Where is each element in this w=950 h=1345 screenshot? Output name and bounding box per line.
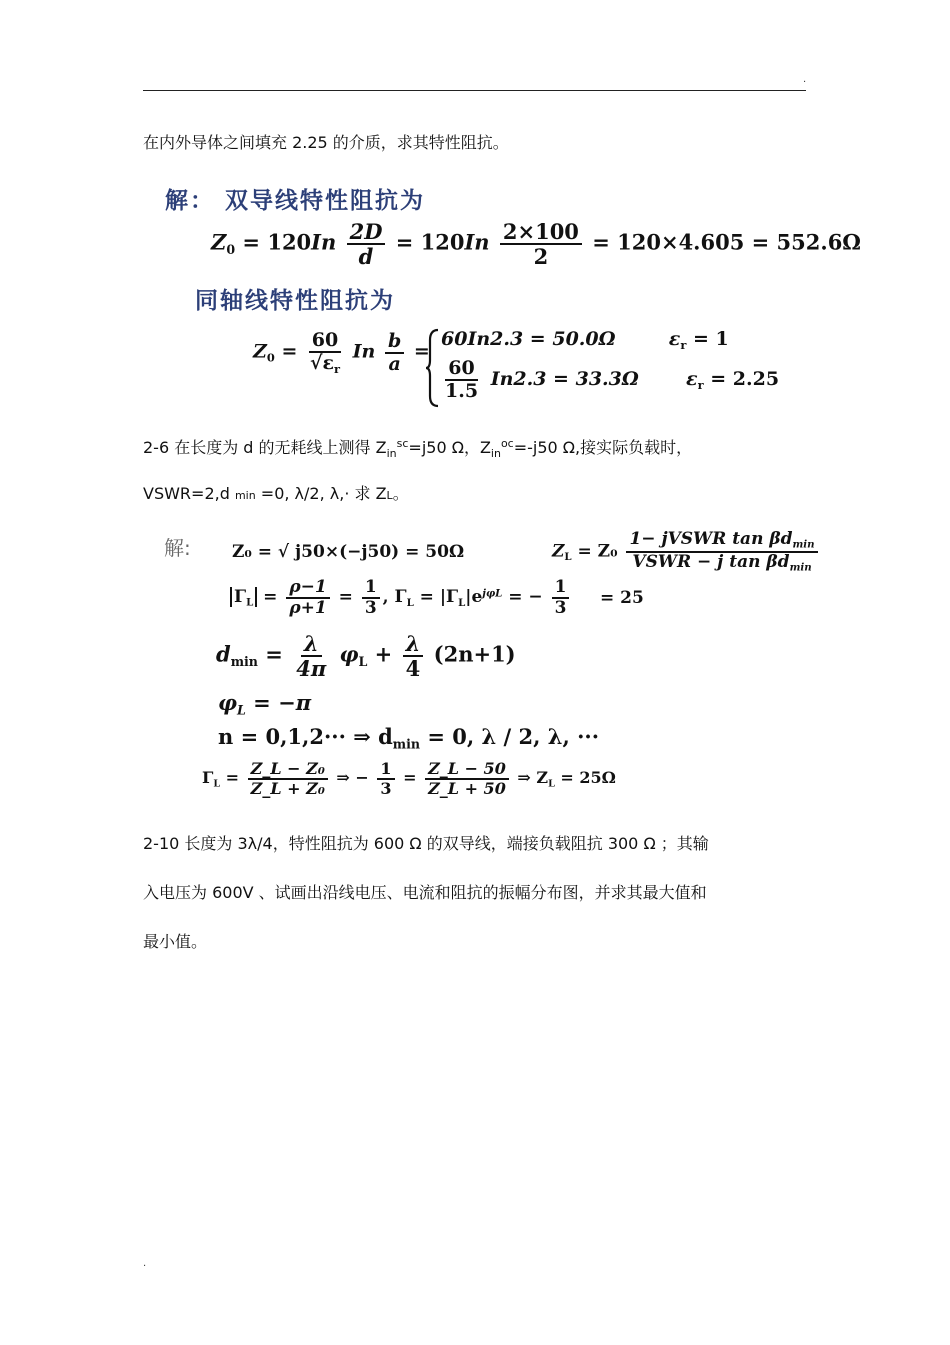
paragraph-coax-dielectric: 在内外导体之间填充 2.25 的介质，求其特性阻抗。 [143,133,509,152]
paragraph-problem-2-6-cont: VSWR=2,d min =0, λ/2, λ,· 求 ZL。 [143,484,409,503]
solution-heading-coax: 同轴线特性阻抗为 [195,288,395,314]
header-dot: . [803,74,807,85]
equation-reflection-magnitude: $\Gamma_L$ = $\frac{\rho-1}{\rho+1}$ = $\frac{1}{3}$ , $\Gamma_L = |\Gamma_L|e^{j\varphi L}$ = − $\frac{1}{3}$ [230,578,572,617]
equation-case-dielectric: $\frac{60}{1.5}$ In2.3 = 33.3Ω $\varepsilon_r = 2.25$ [445,357,780,402]
solution-heading-twin-line: 解： 双导线特性阻抗为 [165,188,426,214]
header-rule [143,90,806,91]
solution-label: 解: [164,536,191,560]
equation-dmin: $d_{min}$ = $\frac{\lambda}{4\pi}$ $\varphi_L$ + $\frac{\lambda}{4}$ (2n+1) [216,631,516,682]
paragraph-problem-2-10-end: 最小值。 [143,932,208,951]
equation-zl-formula: $Z_L = Z_0$ $\frac{1- jVSWR \tan \beta d_{min}}{VSWR - j \tan \beta d_{min}}$ [552,530,821,574]
equation-coax-impedance: $Z_0$ = $\frac{60}{√\varepsilon_r}$ In $\frac{b}{a}$ = [253,329,430,376]
equation-n-dmin: n = 0,1,2··· ⇒ $d_{min} = 0$, λ / 2, λ, ··· [218,724,600,752]
equation-case-air: 60In2.3 = 50.0Ω $\varepsilon_r = 1$ [441,328,729,352]
figure-solution-2 [160,528,830,818]
paragraph-problem-2-6: 2-6 在长度为 d 的无耗线上测得 $Z_{in}^{sc}=j50$ Ω，$Z_{in}^{oc}=-j50$ Ω,接实际负载时， [143,437,693,460]
equation-z0-from-measure: Z₀ = √ j50×(−j50) = 50Ω [232,542,465,562]
paragraph-problem-2-10-cont: 入电压为 600V 、试画出沿线电压、电流和阻抗的振幅分布图，并求其最大值和 [143,883,707,902]
equation-solve-zl: $\Gamma_L$ = $\frac{\text{Z\_L − Z₀}}{\text{Z\_L + Z₀}}$ ⇒ − $\frac{1}{3}$ = $\frac{Z\_L - 50}{Z\_L + 50}$ ⇒ $Z_L = 25\Omega$ [202,759,616,798]
equation-zl-result: = 25 [600,588,644,608]
equation-phase: $\varphi_L = -\pi$ [218,690,312,718]
equation-twin-line-impedance: $Z_0 = 120In$ $\frac{2D}{d}$ = 120In $\frac{2\times 100}{2}$ = 120×4.605 = 552.6Ω [211,219,861,270]
figure-solution-1 [163,180,861,410]
footer-dot: . [143,1258,147,1269]
paragraph-problem-2-10: 2-10 长度为 3λ/4，特性阻抗为 600 Ω 的双导线，端接负载阻抗 300 Ω ；其输 [143,834,709,853]
